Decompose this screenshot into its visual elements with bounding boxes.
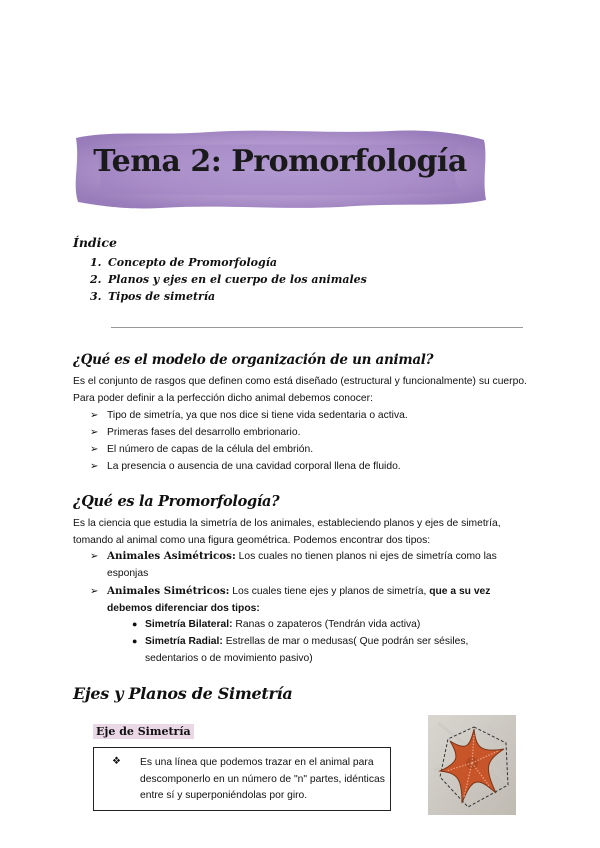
index-heading: Índice (73, 235, 117, 250)
dot-bullet-icon: ● (132, 636, 138, 646)
index-item (90, 271, 367, 288)
arrow-bullet-icon: ➢ (90, 427, 99, 438)
title-banner (70, 128, 490, 210)
list-item: ➢ El número de capas de la célula del embrión. (90, 441, 408, 458)
list-item: ➢ Animales Simétricos: Los cuales tiene ejes y planos de simetría, que a su vez debemos diferenciar dos tipos: (90, 585, 491, 614)
arrow-bullet-icon: ➢ (90, 586, 99, 597)
index-list (90, 254, 367, 305)
eje-label: Eje de Simetría (93, 724, 194, 739)
arrow-bullet-icon: ➢ (90, 551, 99, 562)
index-item (90, 254, 367, 271)
list-item: ➢ La presencia o ausencia de una cavidad corporal llena de fluido. (90, 458, 408, 475)
section1-heading: ¿Qué es el modelo de organización de un animal? (73, 352, 434, 368)
section3-heading: Ejes y Planos de Simetría (73, 684, 293, 703)
list-item: ● Simetría Radial: Estrellas de mar o medusas( Que podrán ser sésiles, sedentarios o de movimiento pasivo) (128, 633, 518, 667)
eje-definition: Es una línea que podemos trazar en el animal para descomponerlo en un número de "n" partes, idénticas entre sí y superponiéndolas por giro. (140, 757, 385, 801)
list-item: ➢ Tipo de simetría, ya que nos dice si tiene vida sedentaria o activa. (90, 407, 408, 424)
dot-bullet-icon: ● (132, 619, 138, 629)
index-item (90, 288, 367, 305)
section2-intro: Es la ciencia que estudia la simetría de los animales, estableciendo planos y ejes de simetría, tomando al animal como una figura geométrica. Podemos encontrar dos tipos: (73, 518, 501, 546)
list-item: ➢ Primeras fases del desarrollo embrionario. (90, 424, 408, 441)
index-label: Planos y ejes en el cuerpo de los animales (108, 273, 367, 286)
definition-box (93, 747, 391, 811)
section1-bullet-list (90, 407, 408, 475)
section2-bullet-list (90, 548, 520, 617)
index-number: 3. (90, 290, 102, 303)
diamond-bullet-icon: ❖ (112, 756, 121, 767)
list-item: ● Simetría Bilateral: Ranas o zapateros (Tendrán vida activa) (128, 616, 518, 633)
section-divider (111, 327, 523, 328)
symmetry-types-list (128, 616, 518, 667)
starfish-image (428, 715, 516, 815)
index-label: Concepto de Promorfología (108, 256, 278, 269)
index-label: Tipos de simetría (108, 290, 216, 303)
section2-heading: ¿Qué es la Promorfología? (73, 493, 280, 510)
arrow-bullet-icon: ➢ (90, 444, 99, 455)
index-number: 2. (90, 273, 102, 286)
arrow-bullet-icon: ➢ (90, 461, 99, 472)
index-number: 1. (90, 256, 102, 269)
list-item: ➢ Animales Asimétricos: Los cuales no tienen planos ni ejes de simetría como las esponjas (90, 550, 497, 579)
arrow-bullet-icon: ➢ (90, 410, 99, 421)
section1-intro: Es el conjunto de rasgos que definen como está diseñado (estructural y funcionalmente) su cuerpo. Para poder definir a la perfección dicho animal debemos conocer: (73, 376, 527, 404)
page-title: Tema 2: Promorfología (93, 144, 467, 179)
